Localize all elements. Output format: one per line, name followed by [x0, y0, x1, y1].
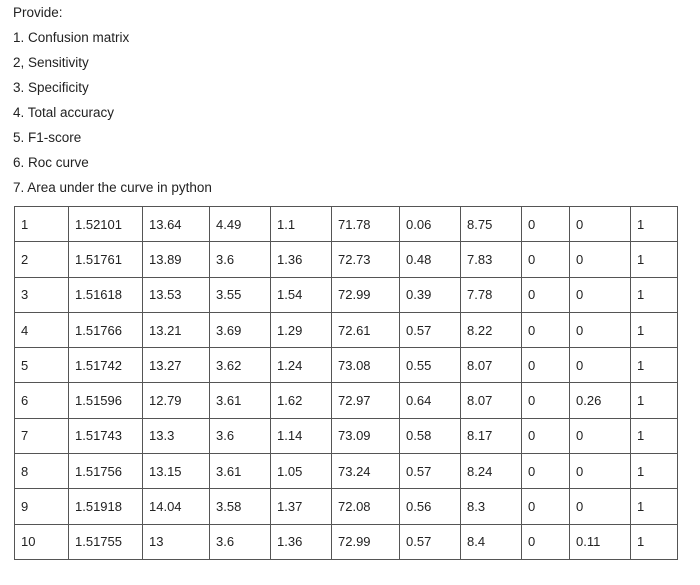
table-cell: 13.27 [143, 348, 210, 383]
table-cell: 1.24 [271, 348, 332, 383]
table-cell: 0 [570, 454, 631, 489]
table-cell: 8.22 [461, 312, 522, 347]
table-cell: 3.55 [210, 277, 271, 312]
table-cell: 3.6 [210, 524, 271, 559]
table-cell: 0 [522, 524, 570, 559]
table-cell: 3.61 [210, 454, 271, 489]
table-cell: 8.24 [461, 454, 522, 489]
table-cell: 13 [143, 524, 210, 559]
table-cell: 1.51756 [69, 454, 143, 489]
table-cell: 5 [15, 348, 69, 383]
table-cell: 72.73 [332, 242, 400, 277]
table-body [15, 207, 678, 560]
table-cell: 2 [15, 242, 69, 277]
table-cell: 1 [631, 348, 678, 383]
table-cell: 0 [522, 312, 570, 347]
table-cell: 0 [570, 207, 631, 242]
requirement-item: 3. Specificity [13, 80, 89, 95]
table-cell: 0 [570, 418, 631, 453]
table-cell: 1 [631, 242, 678, 277]
table-row [15, 418, 678, 453]
table-cell: 72.08 [332, 489, 400, 524]
table-cell: 1.36 [271, 524, 332, 559]
table-cell: 3.61 [210, 383, 271, 418]
table-cell: 7.83 [461, 242, 522, 277]
table-cell: 73.08 [332, 348, 400, 383]
table-cell: 0.57 [400, 454, 461, 489]
table-row [15, 348, 678, 383]
table-cell: 9 [15, 489, 69, 524]
table-cell: 1 [631, 312, 678, 347]
requirement-item: 4. Total accuracy [13, 105, 115, 120]
table-cell: 3.6 [210, 418, 271, 453]
table-cell: 3 [15, 277, 69, 312]
table-cell: 1 [631, 524, 678, 559]
table-cell: 0 [570, 312, 631, 347]
table-cell: 0 [522, 207, 570, 242]
table-cell: 1.54 [271, 277, 332, 312]
table-cell: 8.17 [461, 418, 522, 453]
table-row [15, 524, 678, 559]
table-cell: 1.05 [271, 454, 332, 489]
table-cell: 13.15 [143, 454, 210, 489]
question-text [13, 3, 212, 203]
table-cell: 1.51742 [69, 348, 143, 383]
table-cell: 8.07 [461, 348, 522, 383]
table-cell: 1.29 [271, 312, 332, 347]
table-cell: 7.78 [461, 277, 522, 312]
table-cell: 0 [570, 242, 631, 277]
table-cell: 0.48 [400, 242, 461, 277]
table-cell: 73.24 [332, 454, 400, 489]
requirement-item: 7. Area under the curve in python [13, 180, 212, 195]
table-cell: 0.06 [400, 207, 461, 242]
table-cell: 72.99 [332, 524, 400, 559]
table-cell: 71.78 [332, 207, 400, 242]
table-cell: 0.57 [400, 312, 461, 347]
table-cell: 14.04 [143, 489, 210, 524]
table-cell: 1 [631, 454, 678, 489]
table-cell: 3.6 [210, 242, 271, 277]
requirement-item: 1. Confusion matrix [13, 30, 130, 45]
table-cell: 8.75 [461, 207, 522, 242]
table-cell: 13.21 [143, 312, 210, 347]
table-cell: 1.51761 [69, 242, 143, 277]
table-cell: 0.11 [570, 524, 631, 559]
table-cell: 0 [522, 348, 570, 383]
table-cell: 0 [570, 489, 631, 524]
table-cell: 1 [631, 418, 678, 453]
table-cell: 0 [522, 277, 570, 312]
table-cell: 1.51755 [69, 524, 143, 559]
intro-heading: Provide: [13, 5, 63, 20]
table-cell: 72.99 [332, 277, 400, 312]
table-cell: 13.89 [143, 242, 210, 277]
table-row [15, 207, 678, 242]
table-cell: 1.51766 [69, 312, 143, 347]
table-row [15, 454, 678, 489]
table-cell: 13.3 [143, 418, 210, 453]
table-cell: 1.36 [271, 242, 332, 277]
table-cell: 1 [15, 207, 69, 242]
table-cell: 0.39 [400, 277, 461, 312]
requirement-item: 2, Sensitivity [13, 55, 89, 70]
table-cell: 0.57 [400, 524, 461, 559]
table-cell: 13.53 [143, 277, 210, 312]
table-cell: 0.56 [400, 489, 461, 524]
table-cell: 0 [522, 383, 570, 418]
table-cell: 0 [522, 242, 570, 277]
table-cell: 10 [15, 524, 69, 559]
table-cell: 8 [15, 454, 69, 489]
table-cell: 3.62 [210, 348, 271, 383]
table-cell: 1.51743 [69, 418, 143, 453]
table-cell: 1.51918 [69, 489, 143, 524]
table-cell: 8.07 [461, 383, 522, 418]
table-cell: 4 [15, 312, 69, 347]
table-cell: 0.64 [400, 383, 461, 418]
requirement-item: 6. Roc curve [13, 155, 89, 170]
data-table [14, 206, 678, 560]
table-cell: 7 [15, 418, 69, 453]
table-cell: 1.1 [271, 207, 332, 242]
table-cell: 73.09 [332, 418, 400, 453]
requirement-item: 5. F1-score [13, 130, 82, 145]
table-row [15, 312, 678, 347]
table-cell: 6 [15, 383, 69, 418]
table-cell: 0 [570, 348, 631, 383]
table-row [15, 489, 678, 524]
table-cell: 1.37 [271, 489, 332, 524]
table-cell: 3.69 [210, 312, 271, 347]
table-cell: 0.55 [400, 348, 461, 383]
table-cell: 0.58 [400, 418, 461, 453]
table-cell: 0 [522, 489, 570, 524]
table-cell: 72.97 [332, 383, 400, 418]
table-cell: 1.14 [271, 418, 332, 453]
table-cell: 1.52101 [69, 207, 143, 242]
table-cell: 1 [631, 277, 678, 312]
table-cell: 1 [631, 489, 678, 524]
table-cell: 0 [522, 454, 570, 489]
table-row [15, 383, 678, 418]
table-cell: 1 [631, 207, 678, 242]
table-cell: 0 [570, 277, 631, 312]
table-cell: 72.61 [332, 312, 400, 347]
table-cell: 1.51596 [69, 383, 143, 418]
table-row [15, 277, 678, 312]
table-cell: 0 [522, 418, 570, 453]
table-cell: 1 [631, 383, 678, 418]
table-cell: 1.62 [271, 383, 332, 418]
table-row [15, 242, 678, 277]
table-cell: 8.4 [461, 524, 522, 559]
table-cell: 4.49 [210, 207, 271, 242]
table-cell: 3.58 [210, 489, 271, 524]
table-cell: 12.79 [143, 383, 210, 418]
table-cell: 13.64 [143, 207, 210, 242]
table-cell: 1.51618 [69, 277, 143, 312]
table-cell: 8.3 [461, 489, 522, 524]
table-cell: 0.26 [570, 383, 631, 418]
